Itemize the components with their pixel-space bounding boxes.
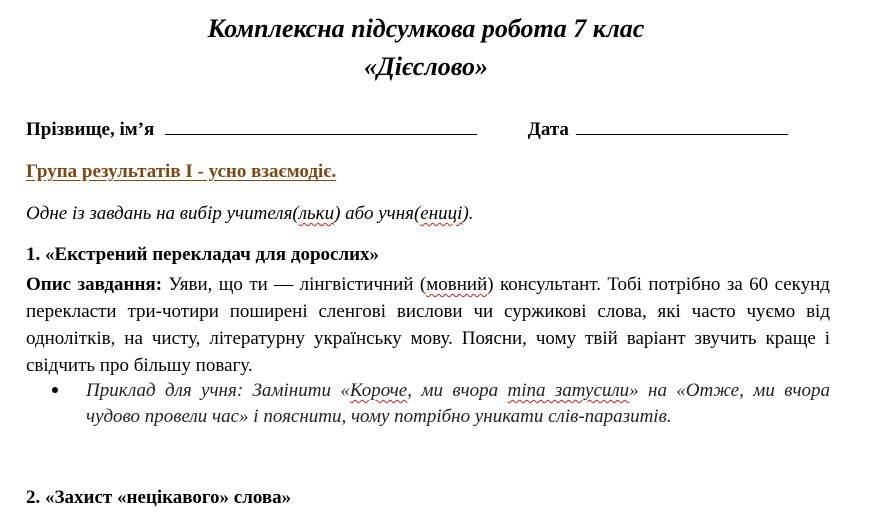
bullet-icon	[52, 387, 58, 393]
name-blank-line[interactable]	[165, 118, 477, 135]
example-text-b: Короче	[349, 380, 408, 401]
choice-note-text-1: Одне із завдань на вибір учителя(	[26, 203, 299, 224]
choice-note-text-5: ).	[462, 203, 474, 224]
task-1-title: 1. «Екстрений перекладач для дорослих»	[26, 244, 380, 265]
task-1-example-text	[86, 378, 830, 430]
choice-note-text-2: льки	[298, 203, 335, 224]
name-label: Прізвище, ім’я	[26, 119, 155, 140]
task-1-description	[26, 271, 830, 379]
choice-note	[26, 203, 474, 225]
example-text-d: тіпа затусили	[507, 380, 630, 401]
date-label: Дата	[527, 119, 569, 140]
choice-note-text-4: ениці	[420, 203, 463, 224]
task-1-text-a: Уяви, що ти — лінгвістичний (	[162, 274, 427, 295]
task-1-lead: Опис завдання:	[26, 274, 163, 295]
date-blank-line[interactable]	[576, 118, 788, 135]
example-text-a: Приклад для учня: Замінити «	[86, 380, 350, 401]
task-1-text-b: мовний	[426, 274, 488, 295]
task-2-title: 2. «Захист «нецікавого» слова»	[26, 487, 292, 508]
student-fields-row	[26, 118, 846, 141]
task-1-text-c: ) консультант. Тобі потрібно за 60 секунд перекласти три-чотири поширені сленгові вислови чи суржикові слова, які часто чуємо від однолітків, на чисту, літературну українську мову. Поясни, чому твій варіант звучить краще і свідчить про більшу повагу.	[26, 274, 830, 376]
example-text-c: , ми вчора	[407, 380, 508, 401]
choice-note-text-3: ) або учня(	[334, 203, 421, 224]
page-title: Комплексна підсумкова робота 7 клас	[207, 14, 645, 43]
task-1-example	[52, 378, 830, 430]
group-heading: Група результатів І - усно взаємодіє.	[26, 161, 337, 182]
example-text-e: » на «Отже, ми вчора чудово провели час» і пояснити, чому потрібно уникати слів-паразитів.	[86, 380, 831, 427]
page-subtitle: «Дієслово»	[364, 52, 488, 81]
